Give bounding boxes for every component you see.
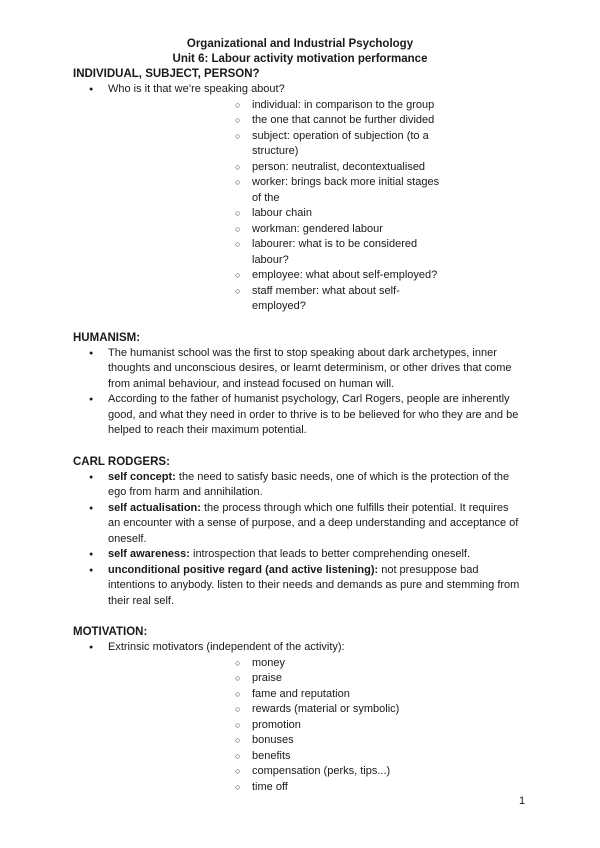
page-number: 1 (519, 795, 526, 807)
list-item: ● According to the father of humanist psychology, Carl Rogers, people are inherently good, and what they need in order to thrive is to be believed for who they are and be helped to reach their maximum potential. (0, 392, 600, 439)
list-item: ○ fame and reputation (108, 687, 522, 703)
term-self-actualisation: self actualisation: (108, 501, 201, 514)
term-unconditional-positive-regard: unconditional positive regard (and active listening): (108, 563, 379, 576)
heading-motivation: MOTIVATION: (73, 626, 148, 638)
list-item: ○ individual: in comparison to the group (108, 98, 522, 114)
course-title: Organizational and Industrial Psychology (186, 38, 414, 50)
list-item (0, 470, 600, 501)
heading-humanism: HUMANISM: (73, 331, 141, 344)
list-item: ○ subject: operation of subjection (to a structure) (108, 129, 522, 160)
list-item (0, 563, 600, 610)
list-item (0, 547, 600, 563)
list-item: ○ worker: brings back more initial stages of the (108, 175, 522, 206)
list-item: ○ the one that cannot be further divided (108, 113, 522, 129)
term-self-concept: self concept: (108, 470, 176, 483)
list-item: ● The humanist school was the first to stop speaking about dark archetypes, inner thoughts and unconscious desires, or learnt determinism, or other drives that come from animal behaviour, and instead focused on human will. (0, 346, 600, 393)
list-item: ○ promotion (108, 718, 522, 734)
list-item (0, 82, 600, 315)
humanism-list (0, 346, 600, 439)
section1-list (0, 82, 600, 315)
unit-title: Unit 6: Labour activity motivation performance (172, 53, 428, 65)
list-item (0, 501, 600, 548)
list-item: ○ bonuses (108, 733, 522, 749)
list-item: ○ labourer: what is to be considered labour? (108, 237, 522, 268)
list-item: ○ staff member: what about self-employed? (108, 284, 522, 315)
heading-carl-rodgers: CARL RODGERS: (73, 455, 170, 468)
carl-rodgers-list (0, 470, 600, 610)
extrinsic-motivators-list (108, 656, 522, 796)
list-item: ○ praise (108, 671, 522, 687)
definition: the process through which one fulfills their potential. It requires an encounter with a sense of purpose, and a deep understanding and acceptance of oneself. (108, 501, 519, 545)
definition: not presuppose bad intentions to anybody. listen to their needs and demands as pure and stemming from their real self. (108, 563, 520, 607)
section1-question: Who is it that we’re speaking about? (108, 83, 285, 95)
list-item: ○ rewards (material or symbolic) (108, 702, 522, 718)
list-item: ○ labour chain (108, 206, 522, 222)
list-item: ○ time off (108, 780, 522, 796)
section1-sublist (108, 98, 522, 315)
motivation-intro: Extrinsic motivators (independent of the activity): (108, 641, 345, 653)
definition: introspection that leads to better comprehending oneself. (189, 548, 471, 560)
term-self-awareness: self awareness: (108, 548, 190, 560)
motivation-list (0, 640, 600, 795)
list-item: ○ money (108, 656, 522, 672)
definition: the need to satisfy basic needs, one of which is the protection of the ego from harm and annihilation. (108, 470, 510, 498)
list-item: ○ person: neutralist, decontextualised (108, 160, 522, 176)
heading-individual-subject-person: INDIVIDUAL, SUBJECT, PERSON? (73, 68, 260, 80)
list-item: ○ benefits (108, 749, 522, 765)
list-item: ○ compensation (perks, tips...) (108, 764, 522, 780)
list-item: ○ employee: what about self-employed? (108, 268, 522, 284)
list-item (0, 640, 600, 795)
list-item: ○ workman: gendered labour (108, 222, 522, 238)
